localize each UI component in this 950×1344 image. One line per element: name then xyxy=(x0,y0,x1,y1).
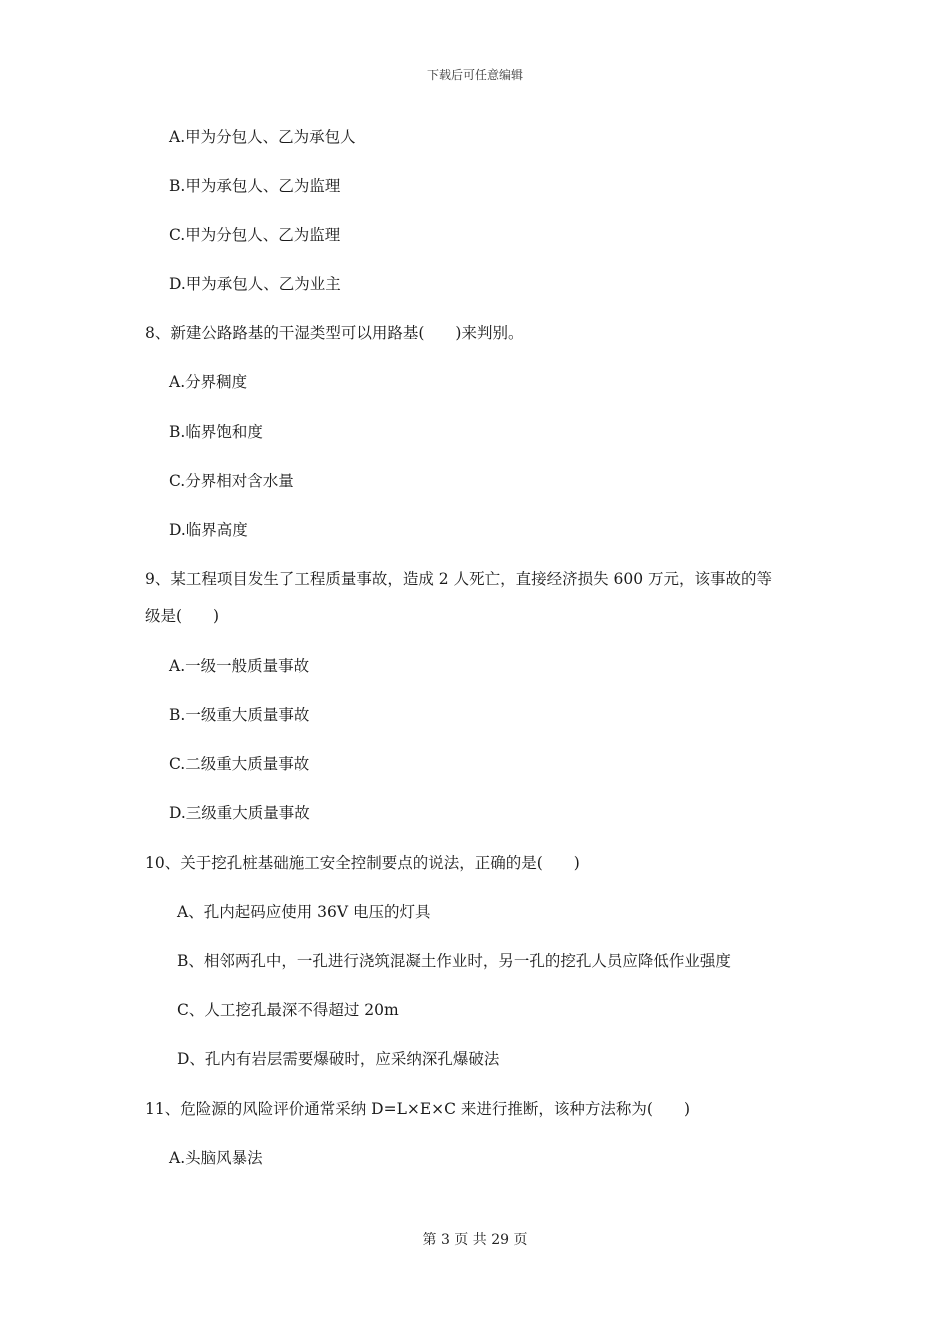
option-prev-a: A.甲为分包人、乙为承包人 xyxy=(169,128,356,146)
page-header: 下载后可任意编辑 xyxy=(426,68,523,82)
question-9-option-b: B.一级重大质量事故 xyxy=(169,706,310,724)
question-10-option-d: D、孔内有岩层需要爆破时，应采纳深孔爆破法 xyxy=(177,1050,500,1068)
option-prev-b: B.甲为承包人、乙为监理 xyxy=(169,177,341,195)
question-8-stem: 8、新建公路路基的干湿类型可以用路基( )来判别。 xyxy=(145,324,524,342)
question-11-stem: 11、危险源的风险评价通常采纳 D=L×E×C 来进行推断，该种方法称为( ) xyxy=(145,1100,691,1118)
question-9-option-c: C.二级重大质量事故 xyxy=(169,755,310,773)
question-10-option-c: C、人工挖孔最深不得超过 20m xyxy=(177,1001,399,1019)
question-8-option-b: B.临界饱和度 xyxy=(169,423,263,441)
question-8-option-c: C.分界相对含水量 xyxy=(169,472,294,490)
question-9-stem-line2: 级是( ) xyxy=(145,607,220,625)
question-11-option-a: A.头脑风暴法 xyxy=(169,1149,263,1167)
page-footer: 第 3 页 共 29 页 xyxy=(422,1232,528,1248)
question-9-option-d: D.三级重大质量事故 xyxy=(169,804,310,822)
question-10-stem: 10、关于挖孔桩基础施工安全控制要点的说法，正确的是( ) xyxy=(145,854,580,872)
question-10-option-b: B、相邻两孔中，一孔进行浇筑混凝土作业时，另一孔的挖孔人员应降低作业强度 xyxy=(177,952,731,970)
question-9-option-a: A.一级一般质量事故 xyxy=(169,657,310,675)
option-prev-c: C.甲为分包人、乙为监理 xyxy=(169,226,341,244)
question-8-option-d: D.临界高度 xyxy=(169,521,248,539)
question-9-stem-line1: 9、某工程项目发生了工程质量事故，造成 2 人死亡，直接经济损失 600 万元，该事故的等 xyxy=(145,570,773,588)
option-prev-d: D.甲为承包人、乙为业主 xyxy=(169,275,341,293)
question-8-option-a: A.分界稠度 xyxy=(169,373,248,391)
question-10-option-a: A、孔内起码应使用 36V 电压的灯具 xyxy=(177,903,431,921)
